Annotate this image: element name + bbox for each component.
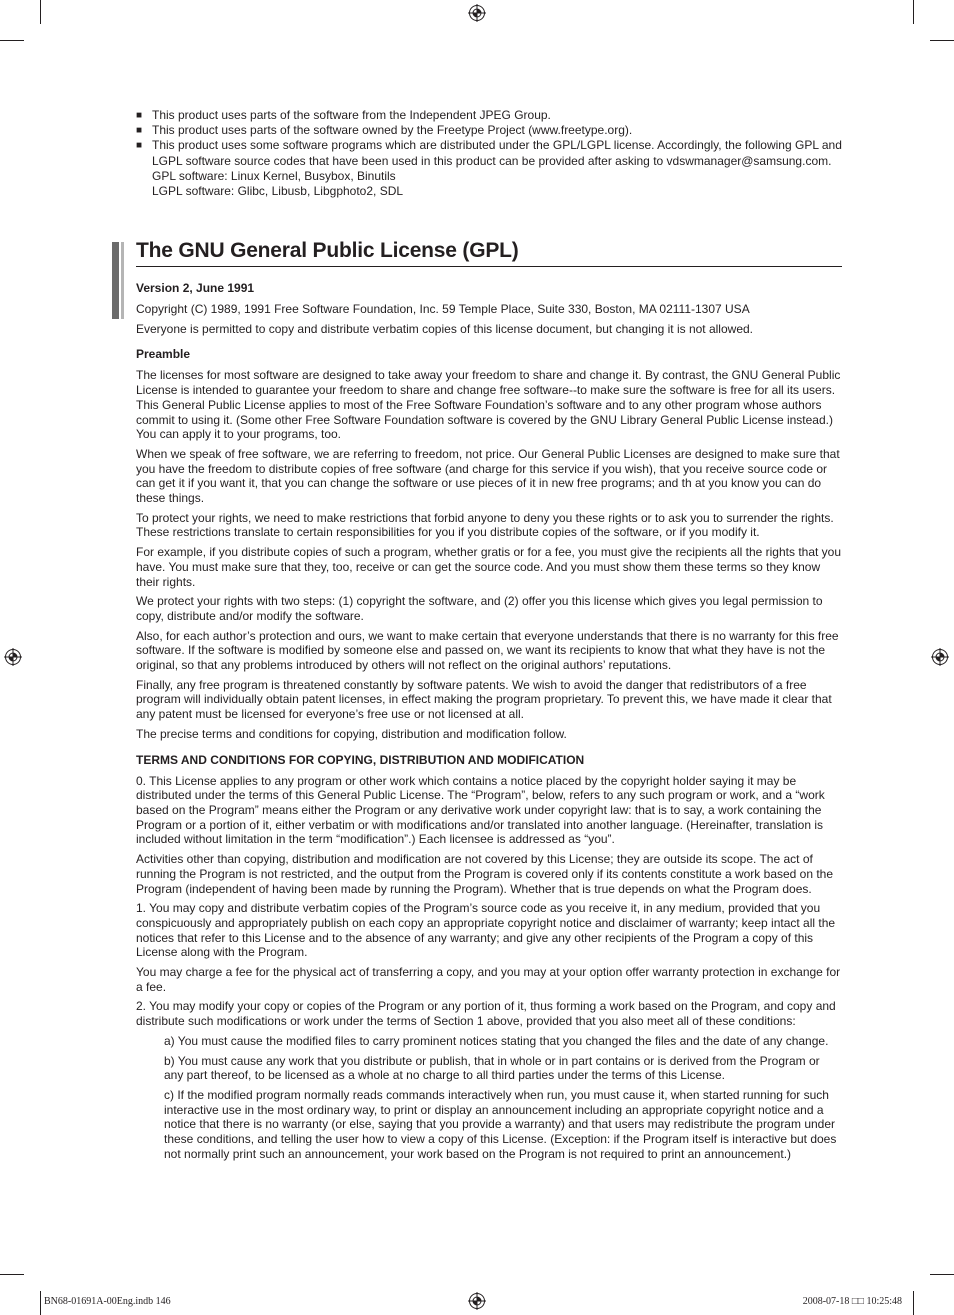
crop-mark-icon <box>40 0 41 24</box>
bullet-text: This product uses some software programs which are distributed under the GPL/LGPL license. Accordingly, the following GPL and LGPL software source codes that have been used in this product can be provided after asking to vdswmanager@samsung.com. <box>152 138 842 168</box>
preamble-paragraph: When we speak of free software, we are referring to freedom, not price. Our General Public Licenses are designed to make sure that you have the freedom to distribute copies of free software (and charge for this service if you wish), that you receive source code or can get it if you want it, that you can change the software or use pieces of it in new free programs; and th at you know you can do these things. <box>136 446 840 506</box>
subterm-paragraph: c) If the modified program normally reads commands interactively when run, you must cause it, when started running for such interactive use in the most ordinary way, to print or display an announcement including an appropriate copyright notice and a notice that there is no warranty (or else, saying that you provide a warranty) and that users may redistribute the program under these conditions, and telling the user how to view a copy of this License. (Exception: if the Program itself is interactive but does not normally print such an announcement, your work based on the Program is not required to print an announcement.) <box>164 1087 837 1161</box>
bullet-text: This product uses parts of the software from the Independent JPEG Group. <box>152 108 551 122</box>
section-side-bar-accent <box>121 242 124 319</box>
registration-mark-icon <box>468 4 486 22</box>
terms-heading: TERMS AND CONDITIONS FOR COPYING, DISTRIBUTION AND MODIFICATION <box>136 752 585 767</box>
bullet-item <box>136 108 842 123</box>
preamble-paragraph: For example, if you distribute copies of such a program, whether gratis or for a fee, you must give the recipients all the rights that you have. You must make sure that they, too, receive or can get the source code. And you must show them these terms so they know their rights. <box>136 545 842 589</box>
bullet-text: This product uses parts of the software owned by the Freetype Project (www.freetype.org). <box>152 123 633 138</box>
preamble-paragraph: Also, for each author’s protection and ours, we want to make certain that everyone understands that there is no warranty for this free software. If the software is modified by someone else and passed on, we want its recipients to know that what they have is not the original, so that any problems introduced by others will not reflect on the original authors’ reputations. <box>136 628 839 673</box>
gpl-software-list: GPL software: Linux Kernel, Busybox, Binutils <box>152 168 396 183</box>
section-side-bar <box>112 242 119 319</box>
crop-mark-icon <box>930 40 954 41</box>
copyright-line: Copyright (C) 1989, 1991 Free Software Foundation, Inc. 59 Temple Place, Suite 330, Boston, MA 02111-1307 USA <box>136 302 750 316</box>
license-body <box>136 281 842 1166</box>
subterm-paragraph: a) You must cause the modified files to carry prominent notices stating that you changed the files and the date of any change. <box>164 1033 829 1048</box>
bullet-item <box>136 138 842 199</box>
permission-line: Everyone is permitted to copy and distribute verbatim copies of this license document, but changing it is not allowed. <box>136 321 753 336</box>
footer-file-info: BN68-01691A-00Eng.indb 146 <box>44 1296 171 1307</box>
preamble-paragraph: To protect your rights, we need to make restrictions that forbid anyone to deny you these rights or to ask you to surrender the rights. These restrictions translate to certain responsibilities for you if you distribute copies of the software, or if you modify it. <box>136 510 834 540</box>
bullet-item <box>136 123 842 138</box>
preamble-heading: Preamble <box>136 347 191 362</box>
section-title: The GNU General Public License (GPL) <box>136 237 842 267</box>
preamble-paragraph: We protect your rights with two steps: (1) copyright the software, and (2) offer you this license which gives you legal permission to copy, distribute and/or modify the software. <box>136 594 823 623</box>
crop-mark-icon <box>0 1274 24 1275</box>
terms-paragraph: You may charge a fee for the physical act of transferring a copy, and you may at your option offer warranty protection in exchange for a fee. <box>136 965 841 994</box>
terms-paragraph: 2. You may modify your copy or copies of the Program or any portion of it, thus forming a work based on the Program, and copy and distribute such modifications or work under the terms of Section 1 above, provided that you also meet all of these conditions: <box>136 999 836 1029</box>
terms-paragraph: Activities other than copying, distribution and modification are not covered by this License; they are outside its scope. The act of running the Program is not restricted, and the output from the Program is covered only if its contents constitute a work based on the Program (independent of having been made by running the Program). Whether that is true depends on what the Program does. <box>136 852 834 896</box>
terms-paragraph: 0. This License applies to any program or other work which contains a notice placed by the copyright holder saying it may be distributed under the terms of this General Public License. The “Program”, below, refers to any such program or work, and a “work based on the Program” means either the Program or any derivative work under copyright law: that is to say, a work containing the Program or a portion of it, either verbatim or with modifications and/or translated into another language. (Hereinafter, translation is included without limitation in the term “modification”.) Each licensee is addressed as “you”. <box>136 773 825 847</box>
registration-mark-icon <box>931 648 949 666</box>
square-bullet-icon: ■ <box>136 110 143 121</box>
registration-mark-icon <box>468 1292 486 1310</box>
square-bullet-icon: ■ <box>136 125 143 137</box>
preamble-paragraph: The licenses for most software are designed to take away your freedom to share and change it. By contrast, the GNU General Public License is intended to guarantee your freedom to share and change free software--to make sure the software is free for all its users. This General Public License applies to most of the Free Software Foundation’s software and to any other program whose authors commit to using it. (Some other Free Software Foundation software is covered by the GNU Library General Public License instead.) You can apply it to your programs, too. <box>136 368 841 442</box>
square-bullet-icon: ■ <box>136 140 143 152</box>
crop-mark-icon <box>40 1291 41 1315</box>
crop-mark-icon <box>0 40 24 41</box>
lgpl-software-list: LGPL software: Glibc, Libusb, Libgphoto2, SDL <box>152 184 404 199</box>
terms-paragraph: 1. You may copy and distribute verbatim copies of the Program’s source code as you receive it, in any medium, provided that you conspicuously and appropriately publish on each copy an appropriate copyright notice and disclaimer of warranty; keep intact all the notices that refer to this License and to the absence of any warranty; and give any other recipients of the Program a copy of this License along with the Program. <box>136 901 836 960</box>
crop-mark-icon <box>913 1291 914 1315</box>
version-heading: Version 2, June 1991 <box>136 281 255 295</box>
registration-mark-icon <box>4 648 22 666</box>
bullet-list <box>136 108 842 199</box>
preamble-paragraph: Finally, any free program is threatened constantly by software patents. We wish to avoid the danger that redistributors of a free program will individually obtain patent licenses, in effect making the program proprietary. To prevent this, we have made it clear that any patent must be licensed for everyone’s free use or not licensed at all. <box>136 677 832 722</box>
subterm-paragraph: b) You must cause any work that you distribute or publish, that in whole or in part contains or is derived from the Program or any part thereof, to be licensed as a whole at no charge to all third parties under the terms of this License. <box>164 1053 820 1083</box>
crop-mark-icon <box>930 1274 954 1275</box>
crop-mark-icon <box>913 0 914 24</box>
footer-timestamp: 2008-07-18 □□ 10:25:48 <box>802 1296 902 1307</box>
preamble-paragraph: The precise terms and conditions for copying, distribution and modification follow. <box>136 726 567 741</box>
